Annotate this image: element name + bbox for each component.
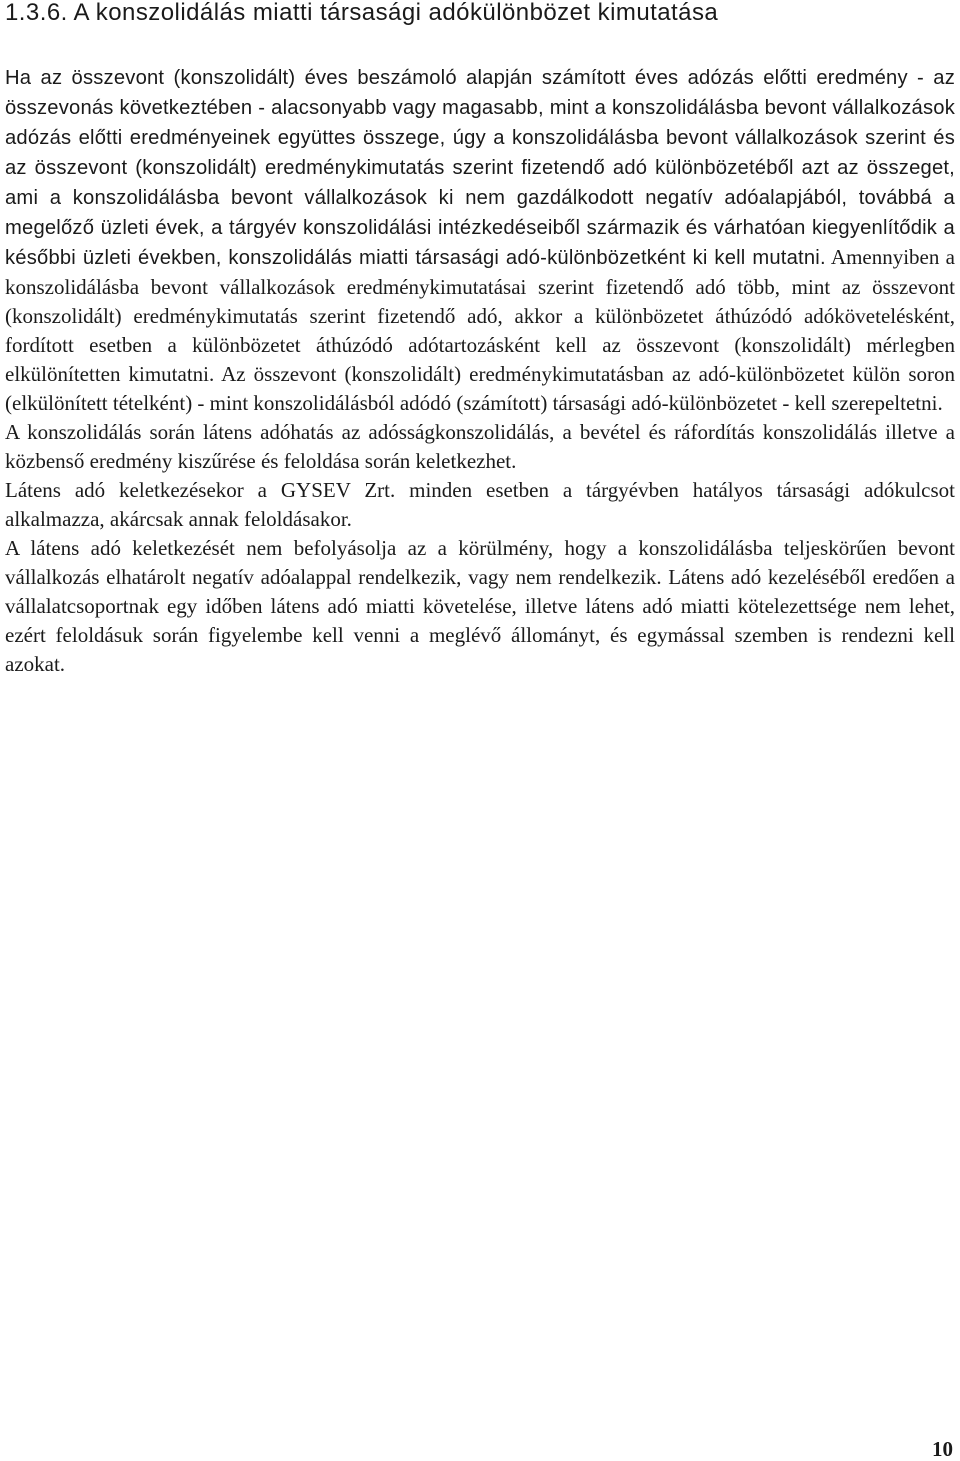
paragraph-latent-tax-effect: A konszolidálás során látens adóhatás az adósságkonszolidálás, a bevétel és ráfordítás konszolidálás illetve a közbenső eredmény kiszűrése és feloldása során keletkezhet. xyxy=(5,420,955,473)
paragraph-consolidation-tax-difference xyxy=(5,63,955,418)
paragraph-intro-text: Ha az összevont (konszolidált) éves beszámoló alapján számított éves adózás előtti eredmény - az összevonás következtében - alacsonyabb vagy magasabb, mint a konszolidálásba bevont vállalkozások adózás előtti eredményeinek együttes összege, úgy a konszolidálásba bevont vállalkozások szerint és az összevont (konszolidált) eredménykimutatás szerint fizetendő adó különbözetéből azt az összeget, ami a konszolidálásba bevont vállalkozások ki nem gazdálkodott negatív adóalapjából, továbbá a megelőző üzleti évek, a tárgyév konszolidálási intézkedéseiből származik és várhatóan kiegyenlítődik a későbbi üzleti években, konszolidálás miatti társasági adó-különbözetként ki kell mutatni. xyxy=(5,67,955,269)
paragraph-tax-rate: Látens adó keletkezésekor a GYSEV Zrt. minden esetben a tárgyévben hatályos társasági adókulcsot alkalmazza, akárcsak annak feloldásakor. xyxy=(5,478,955,531)
paragraph-continuation-text: Amennyiben a konszolidálásba bevont vállalkozások eredménykimutatásai szerint fizetendő adó több, mint az összevont (konszolidált) eredménykimutatás szerint fizetendő adó, akkor a különbözetet áthúzódó adókövetelésként, fordított esetben a különbözetet áthúzódó adótartozásként kell az összevont (konszolidált) mérlegben elkülönítetten kimutatni. Az összevont (konszolidált) eredménykimutatásban az adó-különbözetet külön soron (elkülönített tételként) - mint konszolidálásból adódó (számított) társasági adó-különbözetet - kell szerepeltetni. xyxy=(5,245,955,415)
page-number: 10 xyxy=(932,1437,953,1461)
paragraph-negative-tax-base: A látens adó keletkezését nem befolyásolja az a körülmény, hogy a konszolidálásba teljeskörűen bevont vállalkozás elhatárolt negatív adóalappal rendelkezik, vagy nem rendelkezik. Látens adó kezeléséből eredően a vállalatcsoportnak egy időben látens adó miatti követelése, illetve látens adó miatti kötelezettsége nem lehet, ezért feloldásuk során figyelembe kell venni a meglévő állományt, és egymással szemben is rendezni kell azokat. xyxy=(5,536,955,676)
body-text xyxy=(5,63,955,679)
section-heading: 1.3.6. A konszolidálás miatti társasági adókülönbözet kimutatása xyxy=(5,0,719,26)
